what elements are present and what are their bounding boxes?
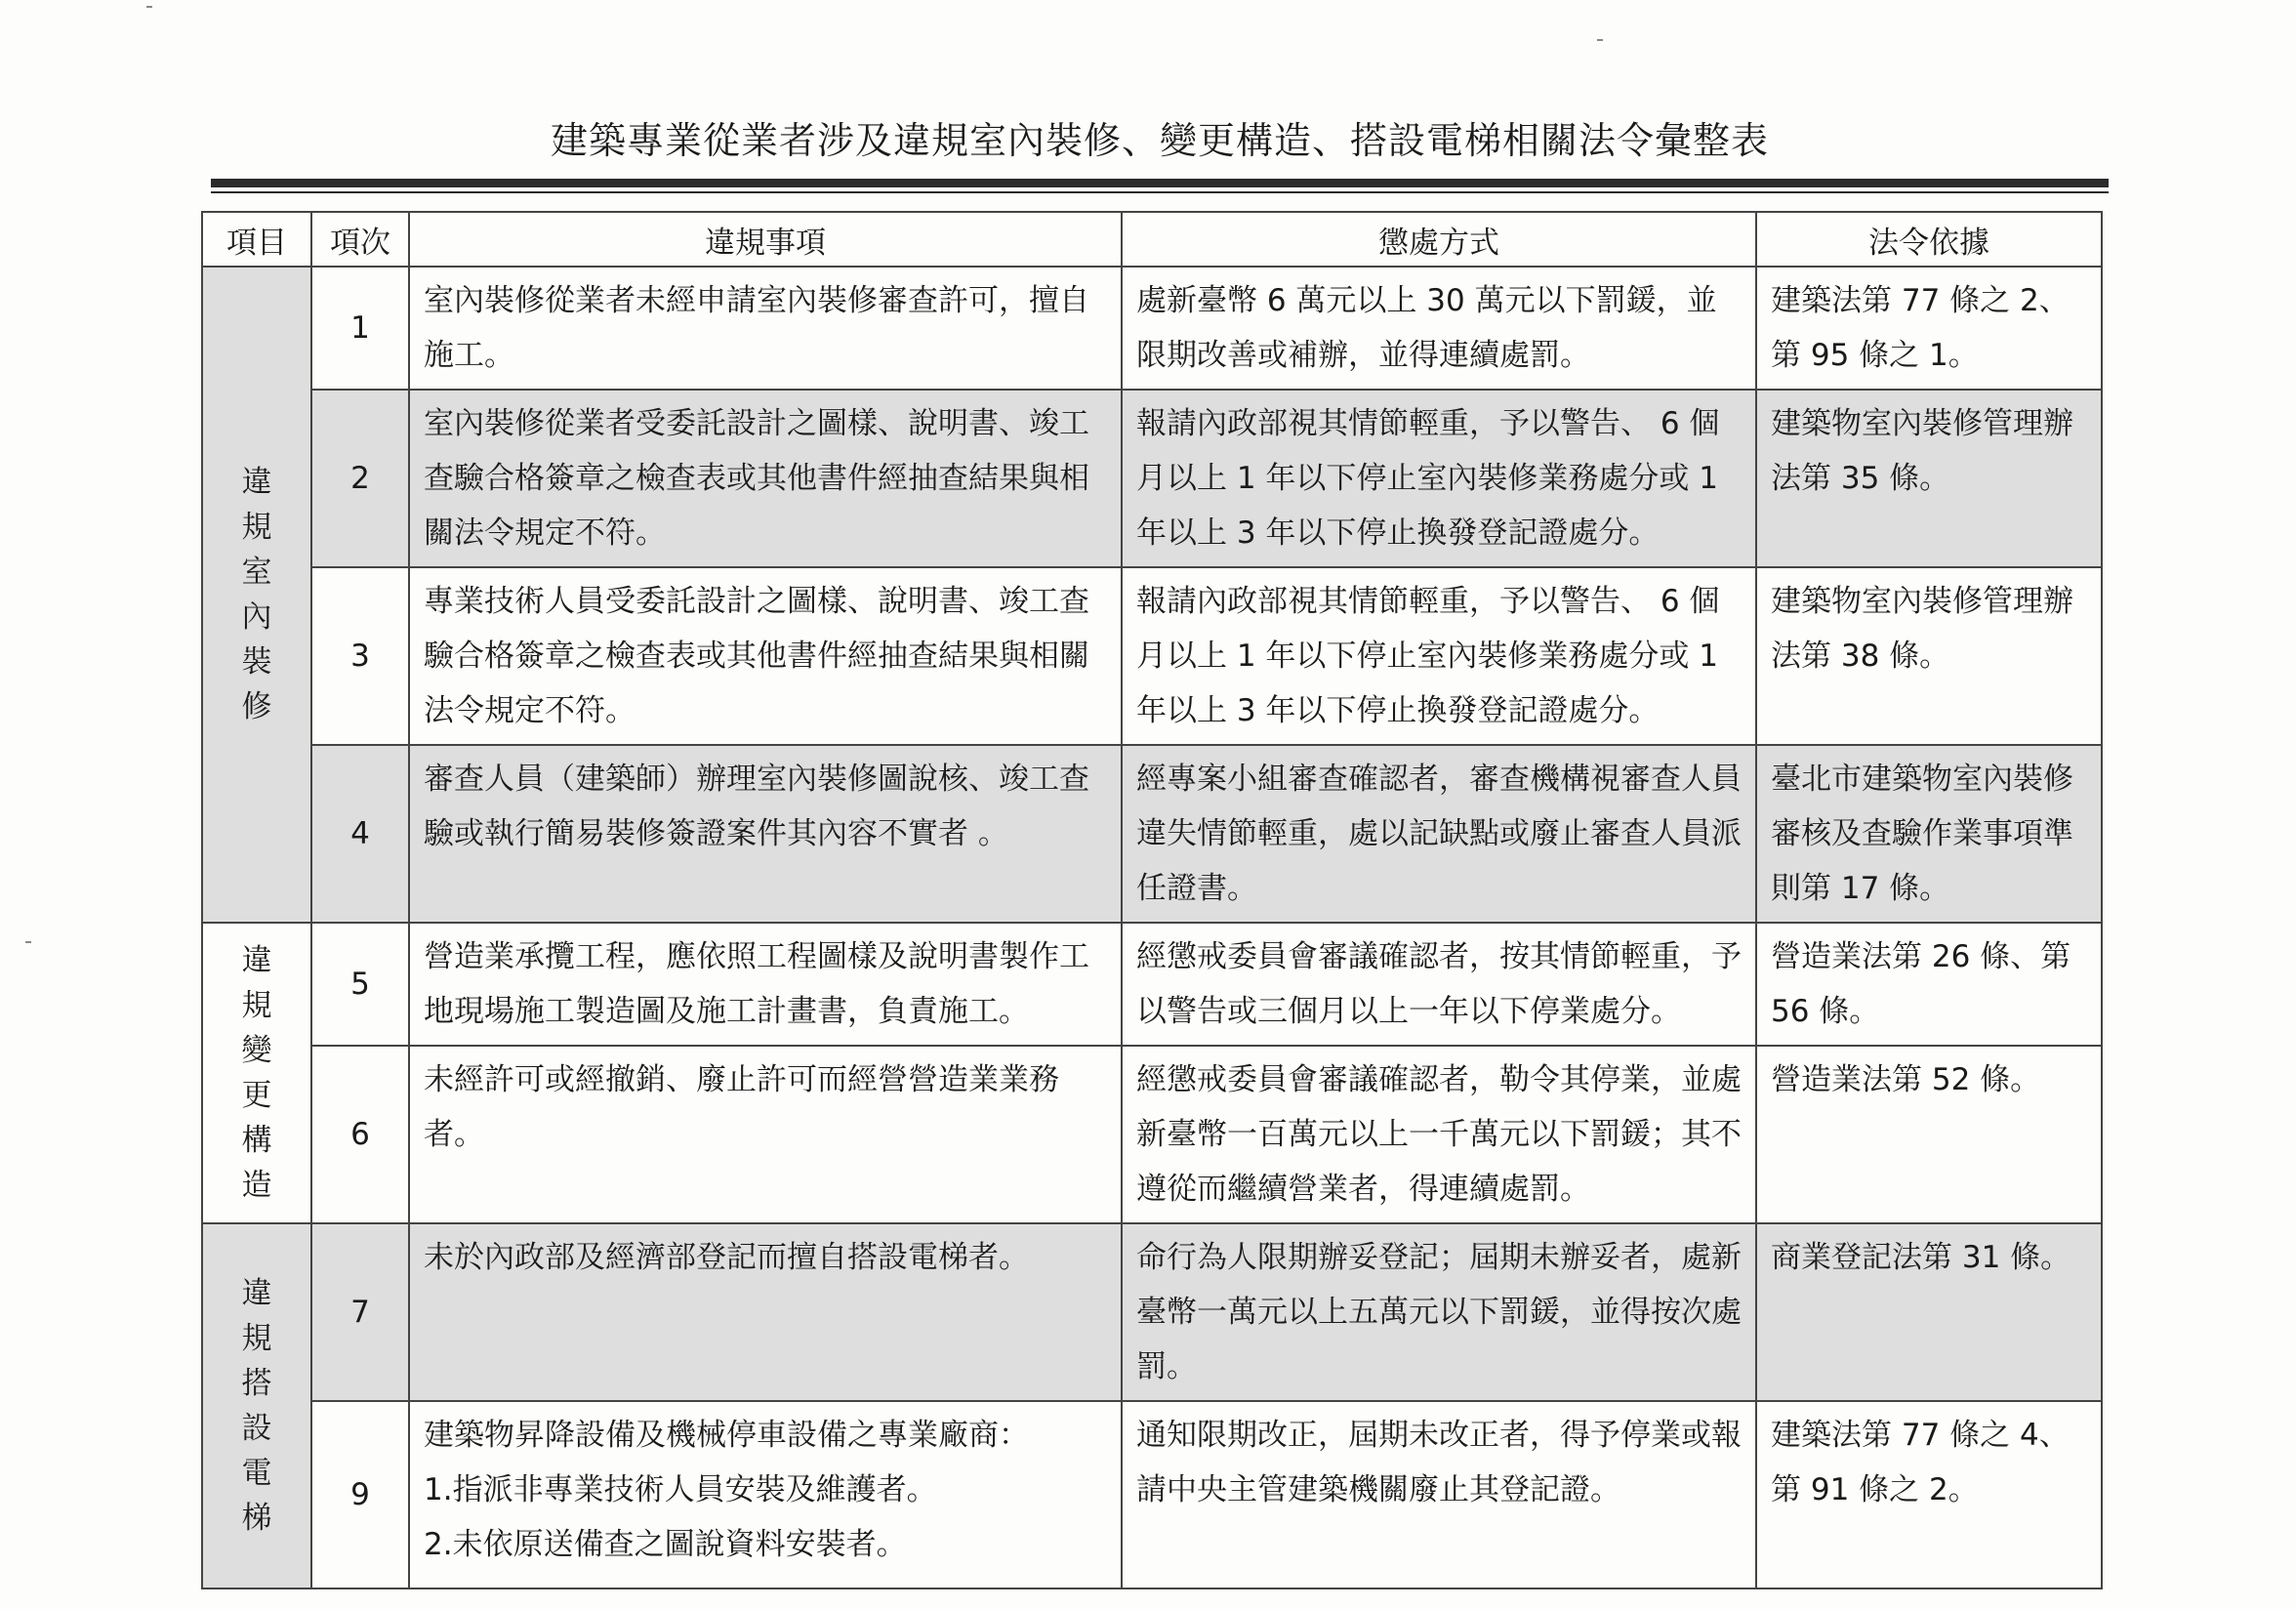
violation-line: 2.未依原送備查之圖說資料安裝者。 — [424, 1527, 907, 1562]
title-underline-thin — [211, 191, 2109, 193]
table-header-row — [202, 212, 2102, 267]
violation-cell: 營造業承攬工程，應依照工程圖樣及說明書製作工地現場施工製造圖及施工計畫書，負責施工。 — [409, 923, 1122, 1046]
penalty-cell: 經懲戒委員會審議確認者，按其情節輕重，予以警告或三個月以上一年以下停業處分。 — [1122, 923, 1756, 1046]
table-row — [202, 745, 2102, 923]
table-row — [202, 267, 2102, 390]
violation-cell: 室內裝修從業者受委託設計之圖樣、說明書、竣工查驗合格簽章之檢查表或其他書件經抽查結果與相關法令規定不符。 — [409, 390, 1122, 567]
regulation-table — [201, 211, 2103, 1589]
header-num: 項次 — [311, 212, 409, 267]
law-cell: 建築法第 77 條之 4、第 91 條之 2。 — [1756, 1401, 2102, 1588]
violation-cell — [409, 1401, 1122, 1588]
law-cell: 營造業法第 52 條。 — [1756, 1046, 2102, 1223]
category-elevator-installation — [202, 1223, 311, 1588]
law-cell: 商業登記法第 31 條。 — [1756, 1223, 2102, 1401]
header-item: 項目 — [202, 212, 311, 267]
table-row — [202, 390, 2102, 567]
row-number: 4 — [311, 745, 409, 923]
violation-cell: 審查人員（建築師）辦理室內裝修圖說核、竣工查驗或執行簡易裝修簽證案件其內容不實者 。 — [409, 745, 1122, 923]
table-row — [202, 1401, 2102, 1588]
header-violation: 違規事項 — [409, 212, 1122, 267]
penalty-cell: 經專案小組審查確認者，審查機構視審查人員違失情節輕重，處以記缺點或廢止審查人員派任證書。 — [1122, 745, 1756, 923]
table-row — [202, 1223, 2102, 1401]
violation-cell: 室內裝修從業者未經申請室內裝修審查許可，擅自施工。 — [409, 267, 1122, 390]
penalty-cell: 命行為人限期辦妥登記；屆期未辦妥者，處新臺幣一萬元以上五萬元以下罰鍰，並得按次處罰。 — [1122, 1223, 1756, 1401]
table-row — [202, 567, 2102, 745]
row-number: 9 — [311, 1401, 409, 1588]
category-label: 違規搭設電梯 — [241, 1276, 272, 1536]
violation-cell: 未於內政部及經濟部登記而擅自搭設電梯者。 — [409, 1223, 1122, 1401]
row-number: 1 — [311, 267, 409, 390]
header-law: 法令依據 — [1756, 212, 2102, 267]
scan-speck — [146, 6, 152, 8]
row-number: 2 — [311, 390, 409, 567]
table-row — [202, 1046, 2102, 1223]
category-structure-change — [202, 923, 311, 1223]
penalty-cell: 通知限期改正，屆期未改正者，得予停業或報請中央主管建築機關廢止其登記證。 — [1122, 1401, 1756, 1588]
header-penalty: 懲處方式 — [1122, 212, 1756, 267]
violation-line: 1.指派非專業技術人員安裝及維護者。 — [424, 1472, 937, 1507]
violation-cell: 未經許可或經撤銷、廢止許可而經營營造業業務者。 — [409, 1046, 1122, 1223]
category-label: 違規變更構造 — [241, 943, 272, 1203]
title-underline-thick — [211, 179, 2109, 187]
violation-line: 建築物昇降設備及機械停車設備之專業廠商： — [424, 1418, 1029, 1453]
penalty-cell: 報請內政部視其情節輕重，予以警告、 6 個月以上 1 年以下停止室內裝修業務處分或 1 年以上 3 年以下停止換發登記證處分。 — [1122, 567, 1756, 745]
row-number: 3 — [311, 567, 409, 745]
penalty-cell: 經懲戒委員會審議確認者，勒令其停業，並處新臺幣一百萬元以上一千萬元以下罰鍰；其不遵從而繼續營業者，得連續處罰。 — [1122, 1046, 1756, 1223]
violation-cell: 專業技術人員受委託設計之圖樣、說明書、竣工查驗合格簽章之檢查表或其他書件經抽查結果與相關法令規定不符。 — [409, 567, 1122, 745]
row-number: 7 — [311, 1223, 409, 1401]
scan-speck — [1597, 39, 1603, 41]
scan-speck — [25, 941, 31, 943]
penalty-cell: 報請內政部視其情節輕重，予以警告、 6 個月以上 1 年以下停止室內裝修業務處分或 1 年以上 3 年以下停止換發登記證處分。 — [1122, 390, 1756, 567]
row-number: 5 — [311, 923, 409, 1046]
row-number: 6 — [311, 1046, 409, 1223]
law-cell: 建築物室內裝修管理辦法第 35 條。 — [1756, 390, 2102, 567]
law-cell: 營造業法第 26 條、第 56 條。 — [1756, 923, 2102, 1046]
page-title: 建築專業從業者涉及違規室內裝修、變更構造、搭設電梯相關法令彙整表 — [550, 119, 1769, 162]
table-row — [202, 923, 2102, 1046]
law-cell: 建築物室內裝修管理辦法第 38 條。 — [1756, 567, 2102, 745]
category-label: 違規室內裝修 — [241, 465, 272, 724]
penalty-cell: 處新臺幣 6 萬元以上 30 萬元以下罰鍰，並限期改善或補辦，並得連續處罰。 — [1122, 267, 1756, 390]
law-cell: 臺北市建築物室內裝修審核及查驗作業事項準則第 17 條。 — [1756, 745, 2102, 923]
category-interior-decoration — [202, 267, 311, 923]
law-cell: 建築法第 77 條之 2、第 95 條之 1。 — [1756, 267, 2102, 390]
